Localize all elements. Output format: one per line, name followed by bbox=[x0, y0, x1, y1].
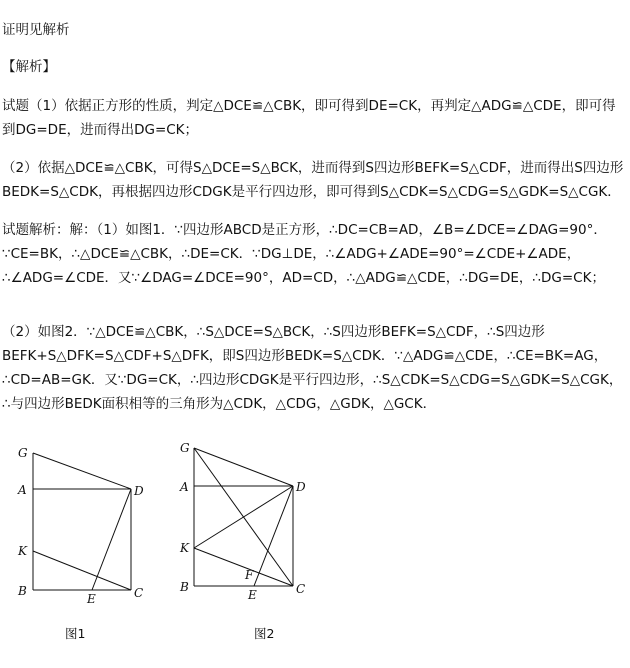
fig1-label-G: G bbox=[18, 446, 28, 460]
fig1-label-B: B bbox=[18, 584, 27, 598]
fig1-label-C: C bbox=[134, 586, 144, 600]
figure-2 bbox=[175, 440, 325, 620]
fig2-label-F: F bbox=[245, 568, 254, 582]
fig2-KD bbox=[194, 486, 293, 548]
hint-part-2: （2）依据△DCE≌△CBK，可得S△DCE=S△BCK，进而得到S四边形BEFK=S△CDF，进而得出S四边形BEDK=S△CDK，再根据四边形CDGK是平行四边形，即可得到S△CDK=S△CDG=S△GDK=S△CGK． bbox=[2, 160, 624, 200]
fig1-DE bbox=[92, 489, 131, 590]
fig1-KC bbox=[33, 551, 131, 590]
fig2-label-A: A bbox=[180, 480, 189, 494]
fig1-label-E: E bbox=[87, 592, 96, 606]
fig2-label-G: G bbox=[180, 441, 190, 455]
fig2-label-D: D bbox=[296, 480, 306, 494]
fig1-label-D: D bbox=[134, 484, 144, 498]
figure-2-caption: 图2 bbox=[254, 626, 275, 641]
fig1-label-A: A bbox=[18, 483, 27, 497]
fig2-label-E: E bbox=[248, 588, 257, 602]
fig2-DE bbox=[254, 486, 293, 586]
fig2-label-C: C bbox=[296, 582, 306, 596]
analysis-tag: 【解析】 bbox=[2, 59, 56, 75]
hint-part-1: 试题（1）依据正方形的性质，判定△DCE≌△CBK，即可得到DE=CK，再判定△ADG≌△CDE，即可得到DG=DE，进而得出DG=CK； bbox=[2, 98, 616, 138]
fig2-label-K: K bbox=[180, 541, 189, 555]
solution-part-1: 试题解析：解：（1）如图1．∵四边形ABCD是正方形，∴DC=CB=AD，∠B=∠DCE=∠DAG=90°．∵CE=BK，∴△DCE≌△CBK，∴DE=CK．∵DG⊥DE，∴∠ADG+∠ADE=90°=∠CDE+∠ADE，∴∠ADG=∠CDE．又∵∠DAG=∠DCE=90°，AD=CD，∴△ADG≌△CDE，∴DG=DE，∴DG=CK； bbox=[2, 222, 607, 286]
solution-part-2: （2）如图2．∵△DCE≌△CBK，∴S△DCE=S△BCK，∴S四边形BEFK=S△CDF，∴S四边形BEFK+S△DFK=S△CDF+S△DFK，即S四边形BEDK=S△CDK．∵△ADG≌△CDE，∴CE=BK=AG，∴CD=AB=GK．又∵DG=CK，∴四边形CDGK是平行四边形，∴S△CDK=S△CDG=S△GDK=S△CGK，∴与四边形BEDK面积相等的三角形为△CDK，△CDG，△GDK，△GCK． bbox=[2, 324, 623, 412]
fig2-GD bbox=[194, 448, 293, 486]
fig2-KC bbox=[194, 548, 293, 586]
fig1-GD bbox=[33, 453, 131, 489]
fig2-label-B: B bbox=[180, 580, 189, 594]
figure-1-caption: 图1 bbox=[65, 626, 86, 641]
answer-heading: 证明见解析 bbox=[2, 22, 70, 38]
figure-1 bbox=[12, 440, 162, 620]
fig1-label-K: K bbox=[18, 544, 27, 558]
